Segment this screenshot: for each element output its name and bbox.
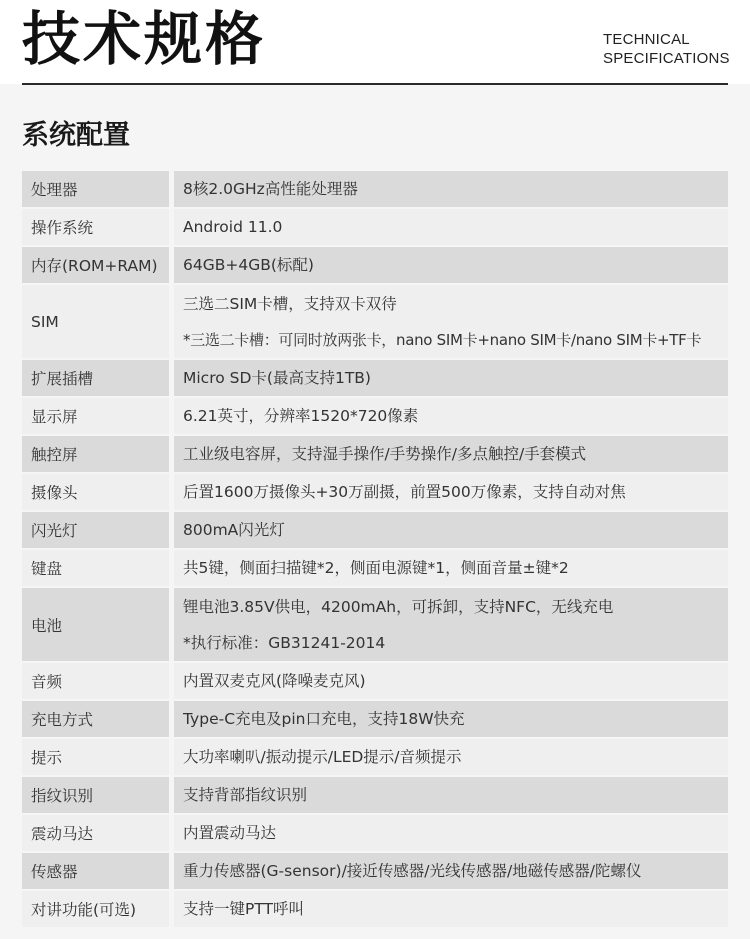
spec-value-line: 大功率喇叭/振动提示/LED提示/音频提示 <box>183 747 462 766</box>
spec-row <box>22 663 728 701</box>
spec-value-line: Type-C充电及pin口充电，支持18W快充 <box>183 709 465 728</box>
spec-value <box>174 398 728 436</box>
spec-value-line: *执行标准：GB31241-2014 <box>183 633 386 652</box>
spec-value-line: Micro SD卡(最高支持1TB) <box>183 368 371 387</box>
spec-value-line: 8核2.0GHz高性能处理器 <box>183 179 358 198</box>
page-subtitle-line-1: TECHNICAL <box>603 31 690 48</box>
spec-label: 指纹识别 <box>22 777 169 815</box>
spec-value <box>174 209 728 247</box>
spec-row <box>22 171 728 209</box>
spec-label: 提示 <box>22 739 169 777</box>
spec-value-line: 支持一键PTT呼叫 <box>183 899 305 918</box>
spec-value-line: 64GB+4GB(标配) <box>183 255 314 274</box>
spec-value <box>174 853 728 891</box>
spec-row <box>22 777 728 815</box>
spec-value <box>174 588 728 663</box>
spec-label: 内存(ROM+RAM) <box>22 247 169 285</box>
spec-label: 处理器 <box>22 171 169 209</box>
spec-label: 震动马达 <box>22 815 169 853</box>
spec-value-line: 支持背部指纹识别 <box>183 785 308 804</box>
spec-row <box>22 588 728 663</box>
spec-value <box>174 436 728 474</box>
spec-row <box>22 474 728 512</box>
spec-label: 触控屏 <box>22 436 169 474</box>
spec-value <box>174 815 728 853</box>
spec-row <box>22 815 728 853</box>
spec-row <box>22 853 728 891</box>
spec-value-line: 后置1600万摄像头+30万副摄，前置500万像素，支持自动对焦 <box>183 482 626 501</box>
spec-row <box>22 739 728 777</box>
header-divider <box>22 83 728 85</box>
spec-value-line: 锂电池3.85V供电，4200mAh，可拆卸，支持NFC，无线充电 <box>183 597 614 616</box>
spec-value-line: 工业级电容屏，支持湿手操作/手势操作/多点触控/手套模式 <box>183 444 587 463</box>
spec-row <box>22 550 728 588</box>
spec-label: 键盘 <box>22 550 169 588</box>
spec-value <box>174 663 728 701</box>
page-subtitle-line-2: SPECIFICATIONS <box>603 50 730 67</box>
spec-label: 对讲功能(可选) <box>22 891 169 929</box>
spec-value <box>174 171 728 209</box>
spec-label: 音频 <box>22 663 169 701</box>
spec-value-line: 重力传感器(G-sensor)/接近传感器/光线传感器/地磁传感器/陀螺仪 <box>183 861 642 880</box>
spec-row <box>22 398 728 436</box>
page-title: 技术规格 <box>22 5 267 73</box>
spec-label: 扩展插槽 <box>22 360 169 398</box>
spec-value <box>174 777 728 815</box>
spec-value-line: 内置震动马达 <box>183 823 277 842</box>
spec-value <box>174 512 728 550</box>
spec-value <box>174 474 728 512</box>
spec-label: 充电方式 <box>22 701 169 739</box>
spec-value-line: *三选二卡槽：可同时放两张卡，nano SIM卡+nano SIM卡/nano SIM卡+TF卡 <box>183 330 702 349</box>
spec-value <box>174 285 728 360</box>
spec-row <box>22 701 728 739</box>
spec-row <box>22 512 728 550</box>
spec-row <box>22 891 728 929</box>
spec-label: 闪光灯 <box>22 512 169 550</box>
spec-table <box>22 171 728 929</box>
spec-value <box>174 247 728 285</box>
spec-value <box>174 891 728 929</box>
spec-value <box>174 360 728 398</box>
spec-value <box>174 739 728 777</box>
spec-row <box>22 436 728 474</box>
spec-value-line: 共5键，侧面扫描键*2，侧面电源键*1，侧面音量±键*2 <box>183 558 569 577</box>
spec-value-line: 三选二SIM卡槽，支持双卡双待 <box>183 294 397 313</box>
spec-value-line: 800mA闪光灯 <box>183 520 285 539</box>
spec-value-line: 内置双麦克风(降噪麦克风) <box>183 671 366 690</box>
spec-label: 显示屏 <box>22 398 169 436</box>
spec-row <box>22 209 728 247</box>
spec-label: SIM <box>22 285 169 360</box>
spec-value-line: 6.21英寸，分辨率1520*720像素 <box>183 406 419 425</box>
spec-label: 操作系统 <box>22 209 169 247</box>
spec-value-line: Android 11.0 <box>183 217 283 236</box>
page-header <box>0 0 750 84</box>
spec-label: 传感器 <box>22 853 169 891</box>
page-subtitle <box>603 30 730 68</box>
spec-value <box>174 550 728 588</box>
spec-row <box>22 360 728 398</box>
spec-row <box>22 247 728 285</box>
spec-label: 摄像头 <box>22 474 169 512</box>
section-title: 系统配置 <box>22 120 130 151</box>
spec-value <box>174 701 728 739</box>
spec-row <box>22 285 728 360</box>
spec-label: 电池 <box>22 588 169 663</box>
